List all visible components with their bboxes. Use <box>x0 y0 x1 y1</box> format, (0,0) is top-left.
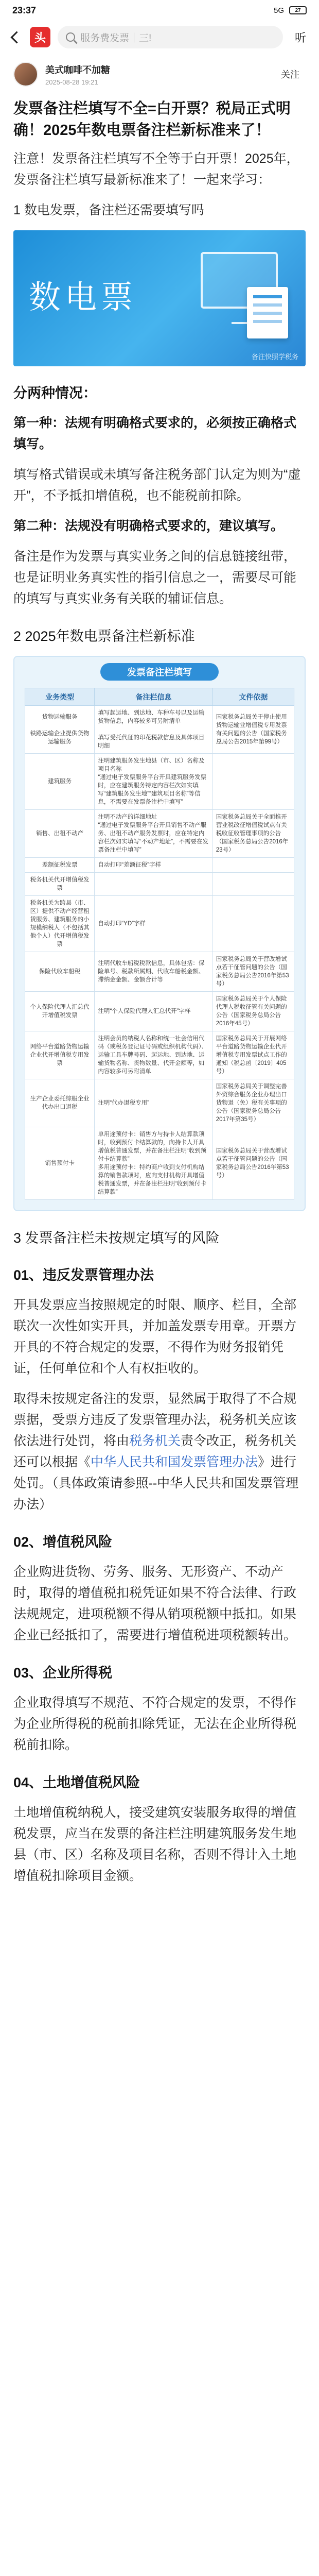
table-body <box>25 706 294 1200</box>
table-cell-basis: 国家税务总局关于个人保险代理人税收征管有关问题的公告（国家税务总局公告2016年45号） <box>212 992 294 1031</box>
risk1-text-b <box>13 1388 306 1515</box>
case2-lead: 第二种：法规没有明确格式要求的，建议填写。 <box>13 519 284 533</box>
table-cell-type: 网络平台道路货物运输企业代开增值税专用发票 <box>25 1031 95 1079</box>
table-row <box>25 858 294 873</box>
battery-icon: 27 <box>289 6 307 14</box>
table-cell-basis: 国家税务总局关于开展网络平台道路货物运输企业代开增值税专用发票试点工作的通知（税总函〔2019〕405号） <box>212 1031 294 1079</box>
author-avatar[interactable] <box>13 62 38 87</box>
table-cell-info: 填写起运地、到达地、车种车号以及运输货物信息，内容较多可另附清单 填写受托代征的印花税款信息及具体项目明细 <box>95 706 212 754</box>
article-body <box>13 98 306 1887</box>
remark-table-image[interactable] <box>13 656 306 1211</box>
table-row <box>25 952 294 992</box>
table-cell-basis: 国家税务总局关于全面推开营业税改征增值税试点有关税收征收管理事项的公告（国家税务总局公告2016年23号） <box>212 810 294 858</box>
table-cell-basis <box>212 858 294 873</box>
table-row <box>25 1031 294 1079</box>
status-time: 23:37 <box>12 5 37 15</box>
author-meta <box>45 63 110 86</box>
status-icons <box>274 6 307 15</box>
network-indicator: 5G <box>273 6 284 15</box>
cases-heading: 分两种情况： <box>13 385 97 401</box>
search-placeholder: 服务费发票｜三! <box>80 32 152 44</box>
table-cell-info: 注明“个人保险代理人汇总代开”字样 <box>95 992 212 1031</box>
table-row <box>25 810 294 858</box>
risk3-heading: 03、企业所得税 <box>13 1665 113 1681</box>
tax-authority-link[interactable]: 税务机关 <box>129 1434 181 1448</box>
table-header-row <box>25 688 294 706</box>
table-cell-basis <box>212 896 294 952</box>
table-row <box>25 706 294 754</box>
document-icon <box>247 287 288 338</box>
risk4-heading: 04、土地增值税风险 <box>13 1775 140 1790</box>
banner-image[interactable] <box>13 230 306 366</box>
table-cell-basis: 国家税务总局关于调整完善外贸综合服务企业办理出口货物退（免）税有关事项的公告（国家税务总局公告2017年第35号） <box>212 1079 294 1127</box>
case1-lead: 第一种：法规有明确格式要求的，必须按正确格式填写。 <box>13 416 297 451</box>
section-heading-2: 2 2025年数电票备注栏新标准 <box>13 629 195 644</box>
table-cell-basis: 国家税务总局关于停止使用货物运输业增值税专用发票有关问题的公告（国家税务总局公告2015年第99号） <box>212 706 294 754</box>
table-cell-type: 税务机关代开增值税发票 <box>25 873 95 896</box>
table-row <box>25 992 294 1031</box>
case2-text: 备注是作为发票与真实业务之间的信息链接纽带，也是证明业务真实性的指引信息之一，需要尽可能的填写与真实业务有关联的辅证信息。 <box>13 549 297 606</box>
risk3-text: 企业取得填写不规范、不符合规定的发票，不得作为企业所得税的税前扣除凭证，无法在企业所得税税前扣除。 <box>13 1696 297 1752</box>
table-cell-info: 单用途预付卡：销售方与持卡人结算款项时，收到预付卡结算款的，向持卡人开具增值税普通发票，并在备注栏注明“收到预付卡结算款” 多用途预付卡：特约商户收到支付机构结算的销售款项时，应向支付机构开具增值税普通发票，并在备注栏注明“收到预付卡结算款” <box>95 1127 212 1200</box>
invoice-law-link[interactable]: 中华人民共和国发票管理办法 <box>91 1455 258 1469</box>
follow-button[interactable]: 关注 <box>281 70 299 80</box>
table-cell-info: 注明建筑服务发生地县（市、区）名称及项目名称 “通过电子发票服务平台开具建筑服务发票时，应在建筑服务特定内容栏次如实填写“建筑服务发生地”“建筑项目名称”等信息，不需要在发票备注栏中填写” <box>95 754 212 810</box>
search-icon <box>66 32 75 42</box>
table-row <box>25 896 294 952</box>
article-headline: 发票备注栏填写不全=白开票？税局正式明确！2025年数电票备注栏新标准来了！ <box>13 100 291 139</box>
table-cell-type: 销售预付卡 <box>25 1127 95 1200</box>
table-cell-type: 销售、出租不动产 <box>25 810 95 858</box>
table-cell-basis: 国家税务总局关于营改增试点若干征管问题的公告（国家税务总局公告2016年第53号） <box>212 952 294 992</box>
table-cell-info <box>95 873 212 896</box>
risk4-text: 土地增值税纳税人，接受建筑安装服务取得的增值税发票，应当在发票的备注栏注明建筑服务发生地县（市、区）名称及项目名称，否则不得计入土地增值税扣除项目金额。 <box>13 1805 297 1883</box>
table-cell-info: 注明代收车船税税款信息，具体包括：保险单号、税款所属期、代收车船税金额、滞纳金金额、金额合计等 <box>95 952 212 992</box>
section-heading-3: 3 发票备注栏未按规定填写的风险 <box>13 1230 220 1246</box>
app-logo[interactable]: 头 <box>30 27 50 47</box>
risk1-heading: 01、违反发票管理办法 <box>13 1267 154 1283</box>
table-cell-info: 注明不动产的详细地址 “通过电子发票服务平台开具销售不动产服务、出租不动产服务发票时，应在特定内容栏次如实填写“不动产地址”，不需要在发票备注栏中填写” <box>95 810 212 858</box>
listen-button[interactable]: 听 <box>294 31 306 44</box>
case1-text: 填写格式错误或未填写备注税务部门认定为则为“虚开”，不予抵扣增值税，也不能税前扣除。 <box>13 467 301 503</box>
table-cell-info: 自动打印“差额征税”字样 <box>95 858 212 873</box>
table-cell-type: 建筑服务 <box>25 754 95 810</box>
table-row <box>25 1079 294 1127</box>
case1-paragraph <box>13 413 306 455</box>
table-cell-info: 自动打印“YD”字样 <box>95 896 212 952</box>
table-title: 发票备注栏填写 <box>100 663 219 681</box>
banner-caption: 备注快照学税务 <box>251 353 298 361</box>
top-nav <box>0 21 319 54</box>
search-input[interactable] <box>58 26 283 48</box>
author-name[interactable]: 美式咖啡不加糖 <box>45 64 110 75</box>
table-cell-basis <box>212 754 294 810</box>
risk2-text: 企业购进货物、劳务、服务、无形资产、不动产时，取得的增值税扣税凭证如果不符合法律、行政法规规定，进项税额不得从销项税额中抵扣。如果企业已经抵扣了，需要进行增值税进项税额转出。 <box>13 1565 297 1642</box>
status-bar <box>0 0 319 21</box>
back-arrow-icon[interactable] <box>8 30 23 44</box>
table-cell-type: 货物运输服务 铁路运输企业提供货物运输服务 <box>25 706 95 754</box>
table-cell-type: 生产企业委托综服企业代办出口退税 <box>25 1079 95 1127</box>
table-cell-basis <box>212 873 294 896</box>
table-cell-type: 保险代收车船税 <box>25 952 95 992</box>
risk1-text-b1: 取得未按规定备注的发票，显然属于取得了不合规票据，受票方违反了发票管理办法，税务机关应该依法进行处罚，将由 <box>13 1392 297 1448</box>
risk2-heading: 02、增值税风险 <box>13 1534 113 1550</box>
table-row <box>25 873 294 896</box>
risk1-text-b2: 责令改正，税务机关还可以根据《 <box>13 1434 297 1469</box>
table-row <box>25 754 294 810</box>
table-header: 业务类型 <box>25 688 95 706</box>
table-cell-type: 个人保险代理人汇总代开增值税发票 <box>25 992 95 1031</box>
risk1-text-a: 开具发票应当按照规定的时限、顺序、栏目，全部联次一次性如实开具，并加盖发票专用章。开票方开具的不符合规定的发票，不得作为财务报销凭证，任何单位和个人有权拒收的。 <box>13 1298 297 1376</box>
section-heading-1: 1 数电发票，备注栏还需要填写吗 <box>13 203 204 217</box>
banner-title: 数电票 <box>29 280 137 315</box>
table-row <box>25 1127 294 1200</box>
case2-paragraph <box>13 516 306 537</box>
table-cell-type: 税务机关为跨县（市、区）提供不动产经营租赁服务、建筑服务的小规模纳税人（不包括其他个人）代开增值税发票 <box>25 896 95 952</box>
table-cell-type: 差额征税发票 <box>25 858 95 873</box>
table-cell-info: 注明会员的纳税人名称和统一社会信用代码（或税务登记证号码或组织机构代码）、运输工具车牌号码、起运地、到达地、运输货物名称、货物数量、代开金额等，如内容较多可另附清单 <box>95 1031 212 1079</box>
table-cell-basis: 国家税务总局关于营改增试点若干征管问题的公告（国家税务总局公告2016年第53号） <box>212 1127 294 1200</box>
table-cell-info: 注明“代办退税专用” <box>95 1079 212 1127</box>
table-header: 文件依据 <box>212 688 294 706</box>
risk1-text-b3: 》进行处罚。（具体政策请参照--中华人民共和国发票管理办法） <box>13 1455 299 1512</box>
table-header: 备注栏信息 <box>95 688 212 706</box>
publish-date: 2025-08-28 19:21 <box>45 78 98 86</box>
remark-table <box>25 688 294 1200</box>
article-intro: 注意！发票备注栏填写不全等于白开票！2025年，发票备注栏填写最新标准来了！一起来学习： <box>13 151 299 187</box>
author-row <box>0 58 319 91</box>
